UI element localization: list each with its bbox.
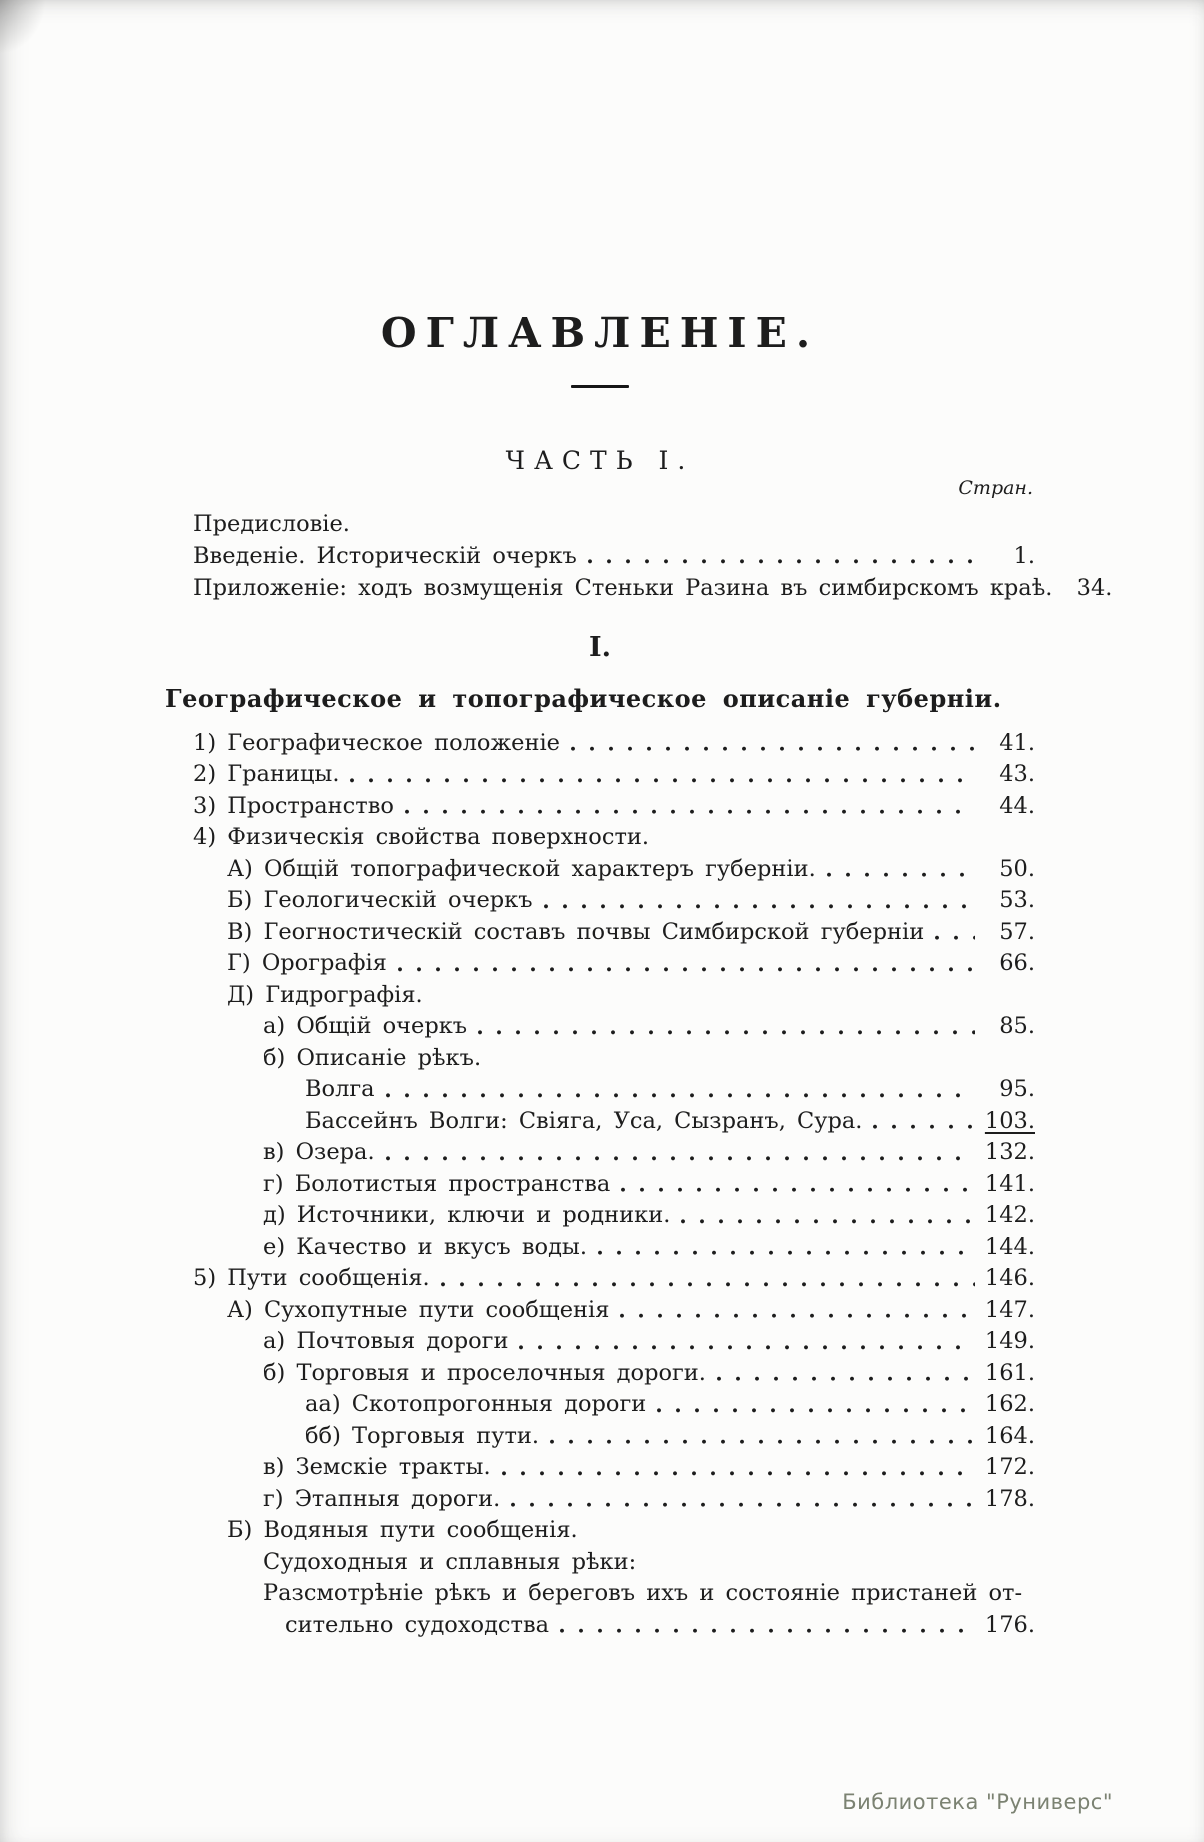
page-number: 41.: [999, 729, 1035, 756]
toc-row: [165, 791, 1035, 823]
toc-entry-label: 4) Физическія свойства поверхности.: [193, 824, 650, 851]
page-number: 53.: [999, 887, 1035, 914]
toc-row: [165, 572, 1113, 604]
leader-dots: [343, 759, 975, 791]
toc-entry-label: А) Общій топографической характеръ губерніи.: [227, 855, 816, 882]
toc-entry-label: аа) Скотопрогонныя дороги: [305, 1391, 647, 1418]
leader-dots: [434, 1263, 975, 1295]
page-number: 149.: [984, 1328, 1035, 1355]
leader-dots: [398, 791, 975, 823]
page-number: 176.: [984, 1611, 1035, 1638]
toc-entry-label: Б) Геологическій очеркъ: [227, 887, 533, 914]
toc-entry-label: сительно судоходства: [285, 1611, 550, 1638]
section-number: I.: [588, 631, 612, 663]
toc-row: [165, 1106, 1035, 1138]
leader-dots: [613, 1295, 975, 1327]
page-number: 162.: [984, 1391, 1035, 1418]
toc-row: [165, 917, 1035, 949]
page-number: 142.: [984, 1202, 1035, 1229]
toc-entry-label: Приложеніе: ходъ возмущенія Стеньки Разина въ симбирскомъ краѣ.: [193, 574, 1053, 601]
toc-entry-label: а) Почтовыя дороги: [263, 1328, 509, 1355]
toc-entry-label: г) Болотистыя пространства: [263, 1170, 611, 1197]
toc-row: [165, 1547, 1035, 1579]
page-column-label: Стран.: [958, 477, 1033, 500]
toc-row: [165, 1074, 1035, 1106]
toc-entry-label: 1) Географическое положеніе: [193, 729, 560, 756]
scan-corner-smudge: [0, 0, 46, 54]
toc-entry-label: в) Земскіе тракты.: [263, 1454, 491, 1481]
toc-entry-label: Введеніе. Историческій очеркъ: [193, 542, 577, 569]
page-number: 146.: [984, 1265, 1035, 1292]
page-number: 178.: [984, 1485, 1035, 1512]
toc-row: [165, 1295, 1035, 1327]
toc-entry-label: Г) Орографія: [227, 950, 387, 977]
toc-entry-label: б) Описаніе рѣкъ.: [263, 1044, 482, 1071]
toc-entry-label: бб) Торговыя пути.: [305, 1422, 540, 1449]
toc-entry-label: В) Геогностическій составъ почвы Симбирской губерніи: [227, 918, 925, 945]
toc-row: [165, 1326, 1035, 1358]
part-heading: ЧАСТЬ I.: [505, 446, 695, 476]
toc-entry-label: в) Озера.: [263, 1139, 375, 1166]
toc-row: [165, 1358, 1035, 1390]
page-number: 172.: [984, 1454, 1035, 1481]
page-number: 132.: [984, 1139, 1035, 1166]
toc-row: [165, 1484, 1035, 1516]
leader-dots: [379, 1074, 975, 1106]
toc-row: [165, 1421, 1035, 1453]
toc-row: [165, 948, 1035, 980]
toc-row: [165, 728, 1035, 760]
leader-dots: [512, 1326, 975, 1358]
toc-row: [165, 540, 1035, 572]
page-number: 144.: [984, 1233, 1035, 1260]
page-number: 43.: [999, 761, 1035, 788]
leader-dots: [650, 1389, 975, 1421]
page-number: 95.: [999, 1076, 1035, 1103]
toc-row: [165, 1043, 1035, 1075]
toc-row: [165, 1515, 1035, 1547]
toc-entry-label: е) Качество и вкусъ воды.: [263, 1233, 587, 1260]
leader-dots: [820, 854, 975, 886]
toc-row: [165, 1610, 1035, 1642]
page-number: 44.: [999, 792, 1035, 819]
toc-entry-label: а) Общій очеркъ: [263, 1013, 468, 1040]
toc-entry-label: Разсмотрѣніе рѣкъ и береговъ ихъ и состояніе пристаней от-: [263, 1580, 1023, 1607]
toc-entry-label: 5) Пути сообщенія.: [193, 1265, 430, 1292]
page-title: ОГЛАВЛЕНІЕ.: [380, 309, 820, 357]
page-number: 147.: [984, 1296, 1035, 1323]
toc-row: [165, 1578, 1035, 1610]
toc-list: [165, 728, 1035, 1642]
page-number: 66.: [999, 950, 1035, 977]
toc-row: [165, 980, 1035, 1012]
page-number: 50.: [999, 855, 1035, 882]
page-number: 85.: [999, 1013, 1035, 1040]
page-number: 164.: [984, 1422, 1035, 1449]
toc-row: [165, 1137, 1035, 1169]
leader-dots: [581, 540, 975, 572]
toc-row: [165, 885, 1035, 917]
page-number: 141.: [984, 1170, 1035, 1197]
toc-row: [165, 1263, 1035, 1295]
toc-row: [165, 822, 1035, 854]
leader-dots: [471, 1011, 975, 1043]
toc-row: [165, 1169, 1035, 1201]
leader-dots: [379, 1137, 975, 1169]
page-number: 103.: [984, 1107, 1035, 1134]
leader-dots: [710, 1358, 975, 1390]
front-matter-list: [165, 508, 1113, 604]
toc-entry-label: 3) Пространство: [193, 792, 394, 819]
toc-row: [165, 1452, 1035, 1484]
toc-row: [165, 1389, 1035, 1421]
toc-row: [165, 1200, 1035, 1232]
leader-dots: [537, 885, 975, 917]
leader-dots: [674, 1200, 975, 1232]
page-number: 1.: [1013, 542, 1035, 569]
title-divider: [571, 385, 629, 388]
toc-entry-label: Бассейнъ Волги: Свіяга, Уса, Сызранъ, Сура.: [305, 1107, 863, 1134]
leader-dots: [591, 1232, 975, 1264]
leader-dots: [866, 1106, 975, 1138]
leader-dots: [553, 1610, 975, 1642]
toc-row: [165, 759, 1035, 791]
toc-entry-label: Волга: [305, 1076, 375, 1103]
page-number: 57.: [999, 918, 1035, 945]
toc-entry-label: Судоходныя и сплавныя рѣки:: [263, 1548, 637, 1575]
leader-dots: [391, 948, 975, 980]
leader-dots: [928, 917, 975, 949]
toc-row: [165, 508, 1035, 540]
toc-entry-label: Д) Гидрографія.: [227, 981, 423, 1008]
toc-entry-label: д) Источники, ключи и родники.: [263, 1202, 671, 1229]
toc-entry-label: Б) Водяныя пути сообщенія.: [227, 1517, 578, 1544]
toc-entry-label: 2) Границы.: [193, 761, 340, 788]
leader-dots: [564, 728, 975, 760]
page-number: 161.: [984, 1359, 1035, 1386]
toc-entry-label: Предисловіе.: [193, 510, 350, 537]
leader-dots: [543, 1421, 975, 1453]
toc-entry-label: б) Торговыя и проселочныя дороги.: [263, 1359, 706, 1386]
leader-dots: [504, 1484, 975, 1516]
watermark: Библиотека "Руниверс": [842, 1790, 1113, 1814]
section-heading: Географическое и топографическое описаніе губерніи.: [165, 683, 1002, 713]
toc-row: [165, 854, 1035, 886]
leader-dots: [614, 1169, 975, 1201]
page-number: 34.: [1076, 574, 1113, 601]
toc-row: [165, 1232, 1035, 1264]
toc-row: [165, 1011, 1035, 1043]
toc-entry-label: г) Этапныя дороги.: [263, 1485, 501, 1512]
leader-dots: [495, 1452, 975, 1484]
toc-entry-label: А) Сухопутные пути сообщенія: [227, 1296, 610, 1323]
